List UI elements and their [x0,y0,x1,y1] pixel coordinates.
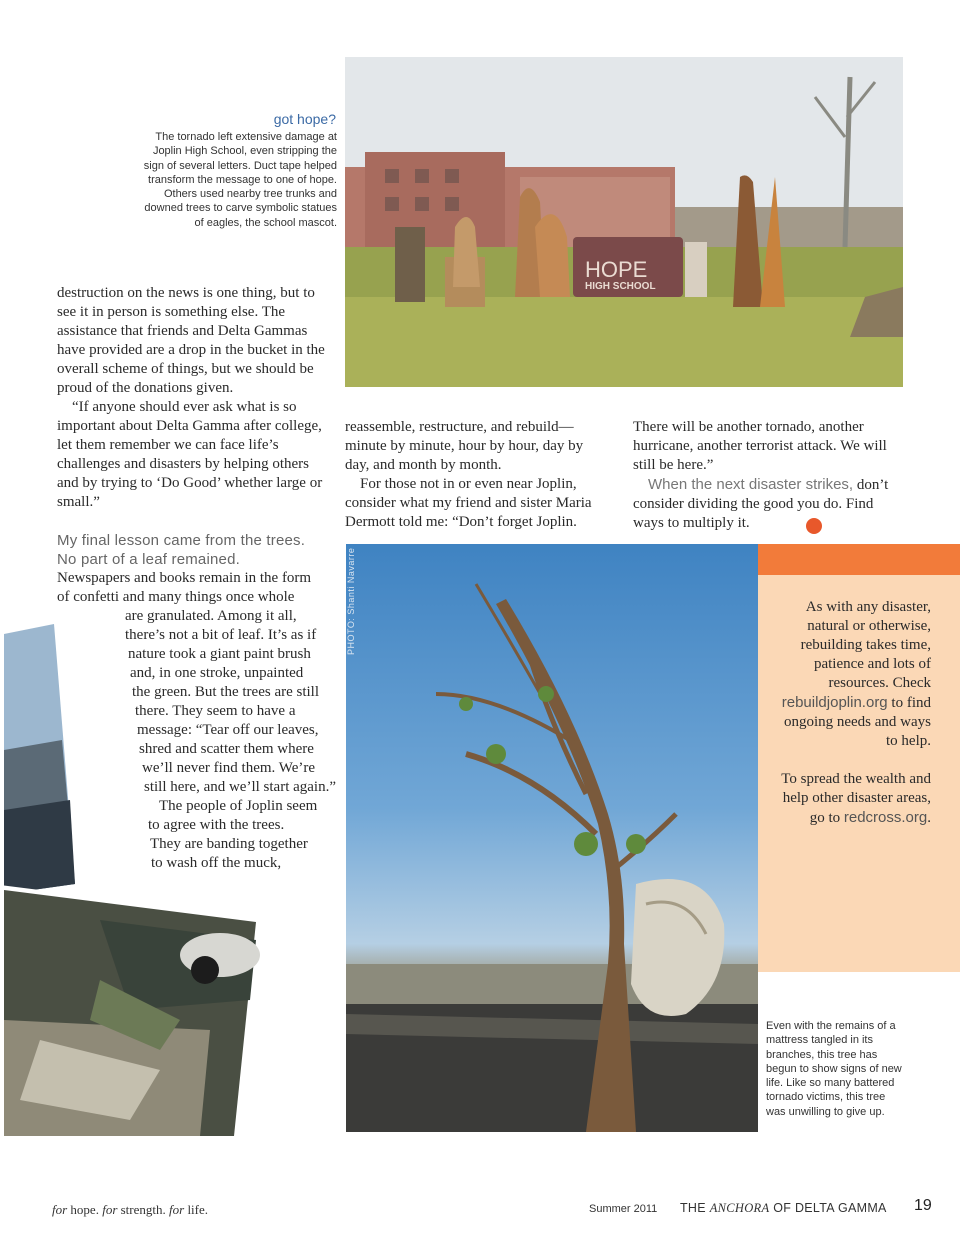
text-line: to wash off the muck, [151,855,282,871]
caption-top: The tornado left extensive damage at Joplin High School, even stripping the sign of several letters. Duct tape helped transform the message to one of hope. Others used nearby tree trunks and downed trees to carve symbolic statues of eagles, the school mascot. [143,131,337,229]
debris-photo [0,600,280,1140]
tagline-for: for [102,1202,118,1217]
text-line: we’ll never find them. We’re [142,760,316,776]
lead-in-text: My final lesson came from the trees. No part of a leaf remained. [57,532,306,568]
text-line: They are banding together [150,836,308,852]
footer-tagline [52,1202,208,1218]
tagline-word: strength. [117,1202,170,1217]
sidebar-paragraph: As with any disaster, natural or otherwise, rebuilding takes time, patience and lots of resources. Check [800,599,931,691]
text-line: nature took a giant paint brush [128,646,311,662]
tagline-for: for [169,1202,185,1217]
sign-hope-text: HOPE [585,257,648,282]
paragraph: reassemble, restructure, and rebuild—minute by minute, hour by hour, day by day, and month by month. [345,419,584,473]
caption-title: got hope? [273,111,336,127]
paragraph: destruction on the news is one thing, but to see it in person is something else. The assistance that friends and Delta Gammas have provided are a drop in the bucket in the overall scheme of things, but we should be proud of the donations given. [57,285,325,396]
school-illustration [345,57,903,387]
mag-pre: THE [680,1201,710,1215]
column-1-top [57,284,327,512]
mag-italic: ANCHORA [709,1201,770,1215]
school-photo [345,57,903,387]
text-line: shred and scatter them where [139,741,314,757]
sidebar-header-bar [758,544,960,575]
text-line: Newspapers and books remain in the form [57,570,312,586]
paragraph: For those not in or even near Joplin, consider what my friend and sister Maria Dermott told me: “Don’t forget Joplin. [345,476,592,530]
text-line: there’s not a bit of leaf. It’s as if [125,627,317,643]
tagline-word: hope. [67,1202,103,1217]
tree-illustration [346,544,758,1132]
rebuildjoplin-link[interactable]: rebuildjoplin.org [781,694,888,711]
tagline-word: life. [184,1202,209,1217]
column-2 [345,418,607,532]
sidebar-paragraph-end: to find ongoing needs and ways to help. [783,695,931,749]
text-line: and, in one stroke, unpainted [130,665,304,681]
tagline-for: for [52,1202,68,1217]
debris-illustration [0,600,280,1140]
sidebar-text [771,598,931,828]
text-line: The people of Joplin seem [159,798,318,814]
sign-school-text: HIGH SCHOOL [585,281,656,292]
sidebar-paragraph: To spread the wealth and help other disaster areas, go to [781,771,931,826]
text-line: of confetti and many things once whole [57,589,295,605]
issue-date: Summer 2011 [589,1203,658,1215]
end-mark-dot [806,518,822,534]
mag-post: OF DELTA GAMMA [769,1201,887,1215]
redcross-link[interactable]: redcross.org [843,809,928,826]
text-line: there. They seem to have a [135,703,296,719]
column-3 [633,418,903,533]
text-line: still here, and we’ll start again.” [144,779,337,795]
text-line: the green. But the trees are still [132,684,320,700]
paragraph: There will be another tornado, another hurricane, another terrorist attack. We will still be here.” [633,419,887,473]
sidebar-period: . [927,810,931,826]
photo-credit: PHOTO: Shanti Navarre [346,547,356,655]
magazine-title [680,1201,887,1216]
text-line: are granulated. Among it all, [125,608,297,624]
text-line: to agree with the trees. [148,817,285,833]
tree-photo [346,544,758,1132]
paragraph-rest: don’t consider dividing the good you do. Find ways to multiply it. [633,477,889,531]
lead-in-text: When the next disaster strikes, [648,476,854,493]
paragraph: “If anyone should ever ask what is so important about Delta Gamma after college, let them remember we can face life’s challenges and disasters by helping others and by trying to ‘Do Good’ whether large or small.” [57,399,323,510]
text-line: message: “Tear off our leaves, [137,722,319,738]
page-number: 19 [914,1197,932,1214]
caption-bottom: Even with the remains of a mattress tangled in its branches, this tree has begun to show signs of new life. Like so many battered tornado victims, this tree was unwilling to give up. [766,1020,902,1118]
